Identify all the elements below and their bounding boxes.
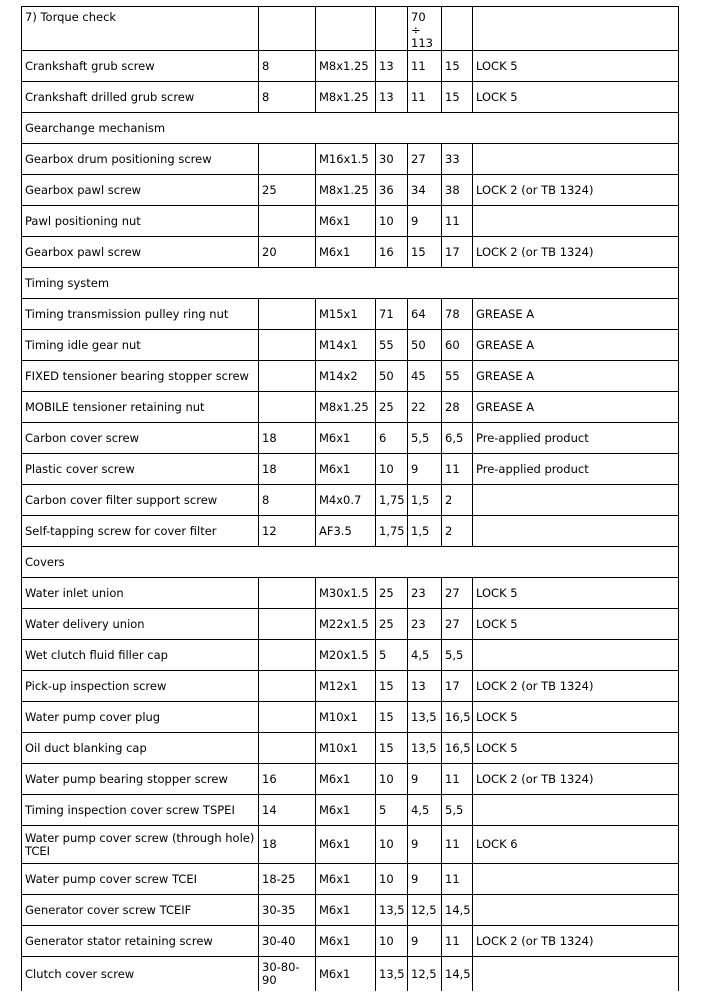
torque-min-cell: 1,5 [408, 485, 442, 516]
description-cell: Pick-up inspection screw [22, 671, 259, 702]
torque-nominal-cell: 55 [376, 330, 408, 361]
thread-size-cell: M6x1 [316, 926, 376, 957]
torque-max-cell: 2 [442, 485, 473, 516]
thread-size-cell: M10x1 [316, 702, 376, 733]
table-row [22, 516, 679, 547]
table-row [22, 609, 679, 640]
torque-nominal-cell: 6 [376, 423, 408, 454]
thread-length-cell [259, 206, 316, 237]
torque-min-cell: 23 [408, 609, 442, 640]
torque-nominal-cell: 10 [376, 454, 408, 485]
torque-min-cell: 27 [408, 144, 442, 175]
thread-size-cell [316, 7, 376, 51]
thread-size-cell: M8x1.25 [316, 82, 376, 113]
thread-size-cell: M6x1 [316, 895, 376, 926]
table-row [22, 702, 679, 733]
notes-cell: LOCK 5 [473, 702, 679, 733]
torque-nominal-cell: 50 [376, 361, 408, 392]
thread-size-cell: M14x1 [316, 330, 376, 361]
table-row [22, 485, 679, 516]
notes-cell [473, 895, 679, 926]
thread-length-cell [259, 299, 316, 330]
description-cell: MOBILE tensioner retaining nut [22, 392, 259, 423]
notes-cell [473, 516, 679, 547]
notes-cell: GREASE A [473, 392, 679, 423]
table-row [22, 826, 679, 864]
thread-length-cell [259, 330, 316, 361]
notes-cell [473, 144, 679, 175]
thread-length-cell: 16 [259, 764, 316, 795]
thread-length-cell [259, 609, 316, 640]
table-row [22, 864, 679, 895]
torque-max-cell: 11 [442, 826, 473, 864]
section-heading: Gearchange mechanism [22, 113, 679, 144]
torque-max-cell: 33 [442, 144, 473, 175]
torque-min-cell: 4,5 [408, 795, 442, 826]
thread-size-cell: M20x1.5 [316, 640, 376, 671]
torque-nominal-cell: 10 [376, 864, 408, 895]
torque-min-cell: 13,5 [408, 733, 442, 764]
torque-min-cell: 5,5 [408, 423, 442, 454]
notes-cell: LOCK 6 [473, 826, 679, 864]
table-row [22, 895, 679, 926]
notes-cell: LOCK 5 [473, 51, 679, 82]
torque-max-cell: 14,5 [442, 895, 473, 926]
description-cell: Crankshaft drilled grub screw [22, 82, 259, 113]
torque-table-body [22, 7, 679, 992]
table-row [22, 764, 679, 795]
thread-length-cell: 18-25 [259, 864, 316, 895]
torque-min-cell: 11 [408, 51, 442, 82]
table-row [22, 578, 679, 609]
torque-min-cell: 12,5 [408, 895, 442, 926]
thread-size-cell: M6x1 [316, 957, 376, 992]
torque-max-cell: 11 [442, 864, 473, 895]
thread-size-cell: M12x1 [316, 671, 376, 702]
table-row [22, 51, 679, 82]
torque-max-cell: 11 [442, 764, 473, 795]
description-cell: Gearbox pawl screw [22, 237, 259, 268]
torque-min-cell: 22 [408, 392, 442, 423]
notes-cell: GREASE A [473, 361, 679, 392]
torque-nominal-cell: 15 [376, 702, 408, 733]
thread-length-cell [259, 702, 316, 733]
table-row [22, 795, 679, 826]
torque-max-cell: 15 [442, 82, 473, 113]
torque-nominal-cell: 30 [376, 144, 408, 175]
torque-table [21, 6, 679, 991]
thread-length-cell [259, 733, 316, 764]
notes-cell [473, 795, 679, 826]
torque-max-cell: 55 [442, 361, 473, 392]
torque-max-cell: 2 [442, 516, 473, 547]
description-cell: Gearbox pawl screw [22, 175, 259, 206]
torque-nominal-cell: 13 [376, 51, 408, 82]
torque-max-cell: 5,5 [442, 640, 473, 671]
section-row [22, 113, 679, 144]
notes-cell: LOCK 2 (or TB 1324) [473, 926, 679, 957]
notes-cell: Pre-applied product [473, 423, 679, 454]
thread-size-cell: M6x1 [316, 795, 376, 826]
thread-length-cell: 8 [259, 51, 316, 82]
torque-nominal-cell: 1,75 [376, 516, 408, 547]
description-cell: Water pump cover screw (through hole) TCEI [22, 826, 259, 864]
torque-min-cell: 45 [408, 361, 442, 392]
notes-cell: LOCK 2 (or TB 1324) [473, 175, 679, 206]
thread-length-cell: 8 [259, 485, 316, 516]
thread-size-cell: M15x1 [316, 299, 376, 330]
torque-min-cell: 23 [408, 578, 442, 609]
table-row [22, 206, 679, 237]
thread-length-cell [259, 7, 316, 51]
torque-nominal-cell: 13,5 [376, 895, 408, 926]
thread-size-cell: M16x1.5 [316, 144, 376, 175]
torque-nominal-cell: 1,75 [376, 485, 408, 516]
torque-max-cell: 15 [442, 51, 473, 82]
thread-size-cell: M6x1 [316, 864, 376, 895]
notes-cell: GREASE A [473, 299, 679, 330]
torque-nominal-cell: 25 [376, 392, 408, 423]
thread-length-cell: 18 [259, 423, 316, 454]
description-cell: FIXED tensioner bearing stopper screw [22, 361, 259, 392]
thread-length-cell: 25 [259, 175, 316, 206]
thread-size-cell: M30x1.5 [316, 578, 376, 609]
thread-size-cell: M4x0.7 [316, 485, 376, 516]
table-row [22, 957, 679, 992]
thread-size-cell: M8x1.25 [316, 392, 376, 423]
thread-size-cell: M14x2 [316, 361, 376, 392]
torque-max-cell: 11 [442, 206, 473, 237]
torque-max-cell: 11 [442, 926, 473, 957]
description-cell: Clutch cover screw [22, 957, 259, 992]
description-cell: Water pump bearing stopper screw [22, 764, 259, 795]
torque-nominal-cell: 10 [376, 206, 408, 237]
torque-max-cell: 5,5 [442, 795, 473, 826]
thread-length-cell: 20 [259, 237, 316, 268]
thread-size-cell: M6x1 [316, 764, 376, 795]
section-row [22, 268, 679, 299]
description-cell: Generator cover screw TCEIF [22, 895, 259, 926]
notes-cell: LOCK 5 [473, 609, 679, 640]
description-cell: Plastic cover screw [22, 454, 259, 485]
thread-size-cell: M10x1 [316, 733, 376, 764]
notes-cell: LOCK 2 (or TB 1324) [473, 764, 679, 795]
torque-max-cell: 78 [442, 299, 473, 330]
thread-length-cell: 30-40 [259, 926, 316, 957]
description-cell: Oil duct blanking cap [22, 733, 259, 764]
torque-max-cell: 16,5 [442, 733, 473, 764]
section-heading: Covers [22, 547, 679, 578]
notes-cell: LOCK 5 [473, 733, 679, 764]
torque-max-cell [442, 7, 473, 51]
thread-size-cell: AF3.5 [316, 516, 376, 547]
table-row [22, 330, 679, 361]
thread-size-cell: M8x1.25 [316, 51, 376, 82]
thread-length-cell [259, 640, 316, 671]
torque-nominal-cell: 15 [376, 671, 408, 702]
torque-nominal-cell: 16 [376, 237, 408, 268]
section-row [22, 547, 679, 578]
notes-cell [473, 7, 679, 51]
torque-nominal-cell: 5 [376, 640, 408, 671]
table-row [22, 640, 679, 671]
table-row [22, 144, 679, 175]
notes-cell: GREASE A [473, 330, 679, 361]
torque-nominal-cell: 13,5 [376, 957, 408, 992]
thread-length-cell [259, 392, 316, 423]
table-row [22, 175, 679, 206]
torque-nominal-cell: 10 [376, 926, 408, 957]
table-row [22, 237, 679, 268]
table-row [22, 671, 679, 702]
table-row [22, 733, 679, 764]
description-cell: Generator stator retaining screw [22, 926, 259, 957]
torque-nominal-cell: 71 [376, 299, 408, 330]
thread-length-cell: 8 [259, 82, 316, 113]
torque-min-cell: 13,5 [408, 702, 442, 733]
description-cell: Crankshaft grub screw [22, 51, 259, 82]
torque-nominal-cell: 10 [376, 826, 408, 864]
torque-max-cell: 17 [442, 237, 473, 268]
torque-min-cell: 9 [408, 206, 442, 237]
description-cell: Water pump cover screw TCEI [22, 864, 259, 895]
torque-min-cell: 64 [408, 299, 442, 330]
thread-length-cell [259, 671, 316, 702]
description-cell: 7) Torque check [22, 7, 259, 51]
table-row [22, 299, 679, 330]
notes-cell [473, 864, 679, 895]
thread-size-cell: M6x1 [316, 206, 376, 237]
torque-nominal-cell: 36 [376, 175, 408, 206]
table-row [22, 82, 679, 113]
notes-cell [473, 640, 679, 671]
torque-max-cell: 27 [442, 578, 473, 609]
thread-size-cell: M6x1 [316, 423, 376, 454]
torque-min-cell: 13 [408, 671, 442, 702]
thread-size-cell: M6x1 [316, 237, 376, 268]
description-cell: Carbon cover screw [22, 423, 259, 454]
torque-max-cell: 60 [442, 330, 473, 361]
thread-length-cell: 30-35 [259, 895, 316, 926]
torque-nominal-cell: 25 [376, 609, 408, 640]
notes-cell: LOCK 5 [473, 82, 679, 113]
torque-min-cell: 9 [408, 764, 442, 795]
description-cell: Carbon cover filter support screw [22, 485, 259, 516]
table-row [22, 392, 679, 423]
description-cell: Self-tapping screw for cover filter [22, 516, 259, 547]
thread-size-cell: M22x1.5 [316, 609, 376, 640]
description-cell: Timing idle gear nut [22, 330, 259, 361]
torque-nominal-cell: 13 [376, 82, 408, 113]
torque-nominal-cell: 15 [376, 733, 408, 764]
torque-nominal-cell: 25 [376, 578, 408, 609]
description-cell: Pawl positioning nut [22, 206, 259, 237]
torque-min-cell: 12,5 [408, 957, 442, 992]
thread-length-cell [259, 144, 316, 175]
table-row [22, 454, 679, 485]
torque-max-cell: 27 [442, 609, 473, 640]
torque-max-cell: 11 [442, 454, 473, 485]
torque-min-cell: 70 ÷ 113 [408, 7, 442, 51]
description-cell: Water inlet union [22, 578, 259, 609]
torque-max-cell: 38 [442, 175, 473, 206]
torque-min-cell: 50 [408, 330, 442, 361]
torque-max-cell: 6,5 [442, 423, 473, 454]
notes-cell [473, 957, 679, 992]
thread-size-cell: M6x1 [316, 454, 376, 485]
description-cell: Wet clutch fluid filler cap [22, 640, 259, 671]
thread-length-cell: 18 [259, 454, 316, 485]
torque-min-cell: 1,5 [408, 516, 442, 547]
thread-length-cell [259, 361, 316, 392]
torque-min-cell: 9 [408, 926, 442, 957]
torque-min-cell: 9 [408, 454, 442, 485]
thread-size-cell: M6x1 [316, 826, 376, 864]
torque-max-cell: 28 [442, 392, 473, 423]
thread-length-cell [259, 578, 316, 609]
thread-length-cell: 12 [259, 516, 316, 547]
thread-size-cell: M8x1.25 [316, 175, 376, 206]
torque-min-cell: 34 [408, 175, 442, 206]
torque-min-cell: 11 [408, 82, 442, 113]
torque-nominal-cell: 5 [376, 795, 408, 826]
torque-min-cell: 9 [408, 864, 442, 895]
thread-length-cell: 18 [259, 826, 316, 864]
table-row [22, 423, 679, 454]
notes-cell: LOCK 5 [473, 578, 679, 609]
description-cell: Gearbox drum positioning screw [22, 144, 259, 175]
notes-cell [473, 485, 679, 516]
thread-length-cell: 14 [259, 795, 316, 826]
notes-cell: LOCK 2 (or TB 1324) [473, 671, 679, 702]
table-row [22, 361, 679, 392]
table-row [22, 926, 679, 957]
notes-cell [473, 206, 679, 237]
notes-cell: LOCK 2 (or TB 1324) [473, 237, 679, 268]
torque-min-cell: 4,5 [408, 640, 442, 671]
torque-min-cell: 9 [408, 826, 442, 864]
thread-length-cell: 30-80-90 [259, 957, 316, 992]
section-heading: Timing system [22, 268, 679, 299]
description-cell: Timing inspection cover screw TSPEI [22, 795, 259, 826]
description-cell: Timing transmission pulley ring nut [22, 299, 259, 330]
torque-min-cell: 15 [408, 237, 442, 268]
torque-max-cell: 14,5 [442, 957, 473, 992]
torque-max-cell: 17 [442, 671, 473, 702]
torque-max-cell: 16,5 [442, 702, 473, 733]
description-cell: Water pump cover plug [22, 702, 259, 733]
torque-nominal-cell: 10 [376, 764, 408, 795]
table-row [22, 7, 679, 51]
notes-cell: Pre-applied product [473, 454, 679, 485]
description-cell: Water delivery union [22, 609, 259, 640]
torque-nominal-cell [376, 7, 408, 51]
